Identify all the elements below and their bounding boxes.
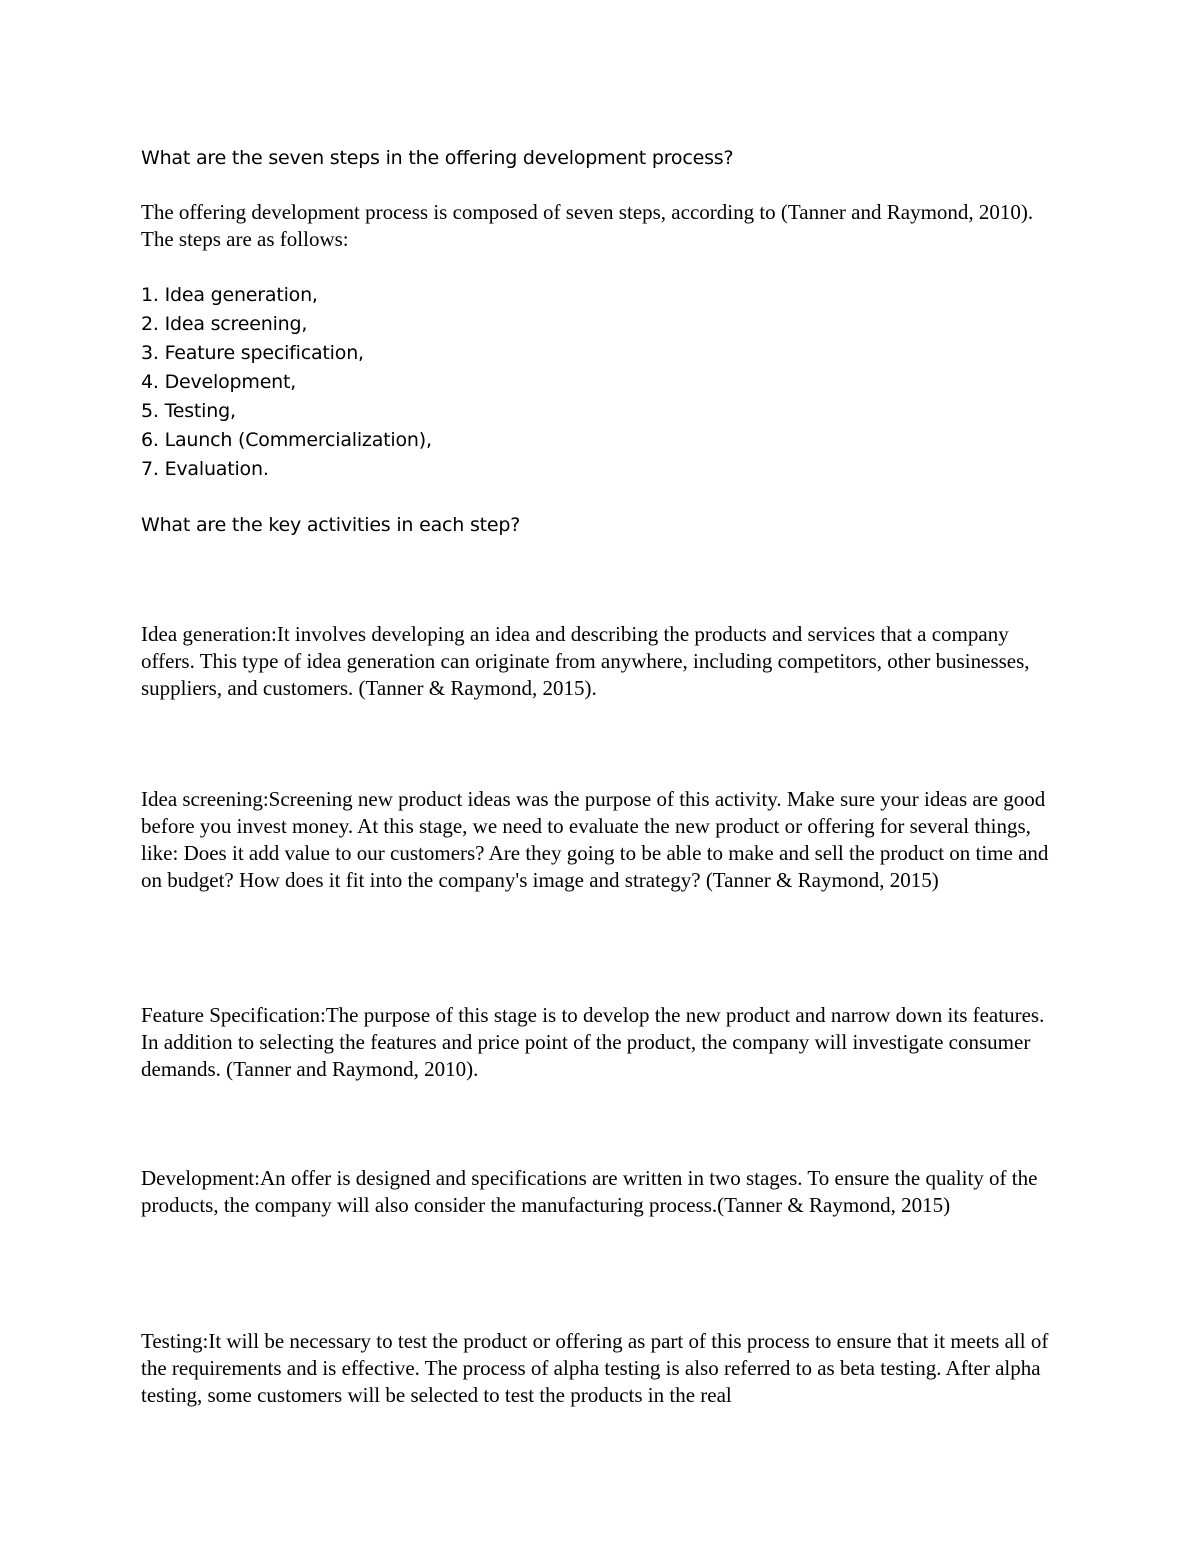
list-item: 7. Evaluation. xyxy=(141,458,269,480)
paragraph-feature-specification: Feature Specification:The purpose of this stage is to develop the new product and narrow down its features. In addition to selecting the features and price point of the product, the company will investigate consumer demands. (Tanner and Raymond, 2010). xyxy=(141,1003,1045,1081)
list-item: 4. Development, xyxy=(141,371,297,393)
steps-list xyxy=(141,281,1061,484)
list-item: 1. Idea generation, xyxy=(141,284,318,306)
intro-paragraph: The offering development process is composed of seven steps, according to (Tanner and Raymond, 2010). The steps are as follows: xyxy=(141,200,1034,251)
question-heading-key-activities: What are the key activities in each step? xyxy=(141,514,521,536)
list-item: 3. Feature specification, xyxy=(141,342,364,364)
paragraph-idea-screening: Idea screening:Screening new product ideas was the purpose of this activity. Make sure your ideas are good before you invest money. At this stage, we need to evaluate the new product or offering for several things, like: Does it add value to our customers? Are they going to be able to make and sell the product on time and on budget? How does it fit into the company's image and strategy? (Tanner & Raymond, 2015) xyxy=(141,787,1049,892)
question-heading-seven-steps: What are the seven steps in the offering development process? xyxy=(141,147,734,169)
list-item: 2. Idea screening, xyxy=(141,313,308,335)
paragraph-idea-generation: Idea generation:It involves developing an idea and describing the products and services that a company offers. This type of idea generation can originate from anywhere, including competitors, other businesses, suppliers, and customers. (Tanner & Raymond, 2015). xyxy=(141,622,1030,700)
paragraph-development: Development:An offer is designed and specifications are written in two stages. To ensure the quality of the products, the company will also consider the manufacturing process.(Tanner & Raymond, 2015) xyxy=(141,1166,1038,1217)
list-item: 5. Testing, xyxy=(141,400,236,422)
paragraph-testing: Testing:It will be necessary to test the product or offering as part of this process to ensure that it meets all of the requirements and is effective. The process of alpha testing is also referred to as beta testing. After alpha testing, some customers will be selected to test the products in the real xyxy=(141,1329,1049,1407)
list-item: 6. Launch (Commercialization), xyxy=(141,429,432,451)
